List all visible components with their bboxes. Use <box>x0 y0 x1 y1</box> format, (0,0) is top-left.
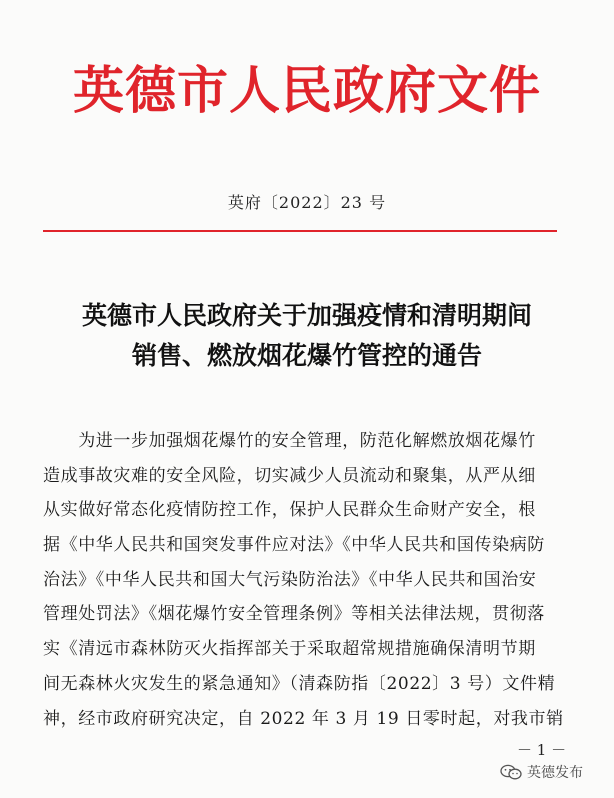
body-line: 管理处罚法》《烟花爆竹安全管理条例》等相关法律法规，贯彻落 <box>43 604 545 625</box>
notice-body <box>43 424 573 736</box>
document-header-title: 英德市人民政府文件 <box>72 61 541 121</box>
notice-title-line-2: 销售、燃放烟花爆竹管控的通告 <box>131 341 482 370</box>
page-number: － 1 － <box>517 741 567 759</box>
document-number: 英府〔2022〕23 号 <box>227 193 387 212</box>
body-line: 为进一步加强烟花爆竹的安全管理，防范化解燃放烟花爆竹 <box>43 431 536 451</box>
red-divider-line <box>43 230 557 232</box>
notice-title-line-1: 英德市人民政府关于加强疫情和清明期间 <box>81 301 532 330</box>
body-line: 据《中华人民共和国突发事件应对法》《中华人民共和国传染病防 <box>43 535 545 556</box>
body-line: 从实做好常态化疫情防控工作，保护人民群众生命财产安全，根 <box>43 500 536 521</box>
body-line: 实《清远市森林防灭火指挥部关于采取超常规措施确保清明节期 <box>43 639 536 660</box>
watermark <box>500 762 583 782</box>
body-line: 造成事故灾难的安全风险，切实减少人员流动和聚集，从严从细 <box>43 465 536 486</box>
body-line: 治法》《中华人民共和国大气污染防治法》《中华人民共和国治安 <box>43 569 537 590</box>
notice-title <box>0 296 614 376</box>
body-line: 神，经市政府研究决定，自 2022 年 3 月 19 日零时起，对我市销 <box>43 708 564 729</box>
wechat-icon <box>500 764 522 780</box>
watermark-text: 英德发布 <box>527 765 583 781</box>
body-line: 间无森林火灾发生的紧急通知》（清森防指〔2022〕3 号）文件精 <box>43 673 556 694</box>
